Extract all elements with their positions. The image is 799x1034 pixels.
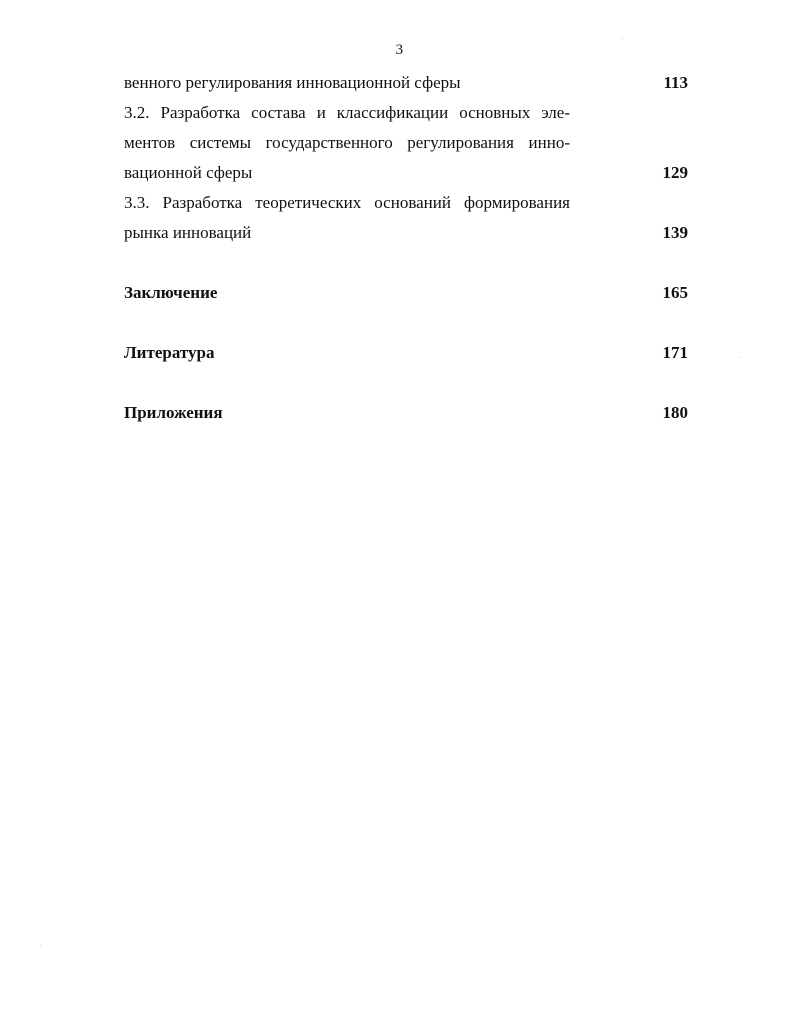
- toc-section-title: Литература: [124, 343, 215, 362]
- toc-page-number: 165: [662, 283, 688, 302]
- scan-speck: [622, 38, 623, 39]
- toc-page-number: 139: [662, 223, 688, 242]
- toc-entry-literature: [124, 338, 688, 368]
- toc-section-title: Заключение: [124, 283, 218, 302]
- scan-speck: [40, 945, 41, 946]
- toc-page-number: 129: [662, 163, 688, 182]
- toc-entry-3-3: [124, 188, 688, 248]
- toc-entry-text-line: вационной сферы: [124, 163, 253, 182]
- toc-entry-text-line: 3.3. Разработка теоретических оснований формирования: [124, 193, 570, 212]
- toc-entry-continuation: [124, 68, 688, 98]
- toc-entry-3-2: [124, 98, 688, 188]
- toc-entry-conclusion: [124, 278, 688, 308]
- table-of-contents: [124, 68, 688, 428]
- toc-entry-text-line: ментов системы государственного регулирования инно-: [124, 133, 570, 152]
- toc-section-title: Приложения: [124, 403, 223, 422]
- toc-entry-text: венного регулирования инновационной сферы: [124, 73, 461, 92]
- toc-page-number: 180: [662, 403, 688, 422]
- toc-page-number: 171: [662, 343, 688, 362]
- toc-entry-text-line: 3.2. Разработка состава и классификации основных эле-: [124, 103, 570, 122]
- toc-entry-appendices: [124, 398, 688, 428]
- toc-entry-text-line: рынка инноваций: [124, 223, 252, 242]
- page-number: 3: [395, 42, 404, 58]
- scan-speck: [740, 357, 741, 358]
- toc-page-number: 113: [663, 73, 688, 92]
